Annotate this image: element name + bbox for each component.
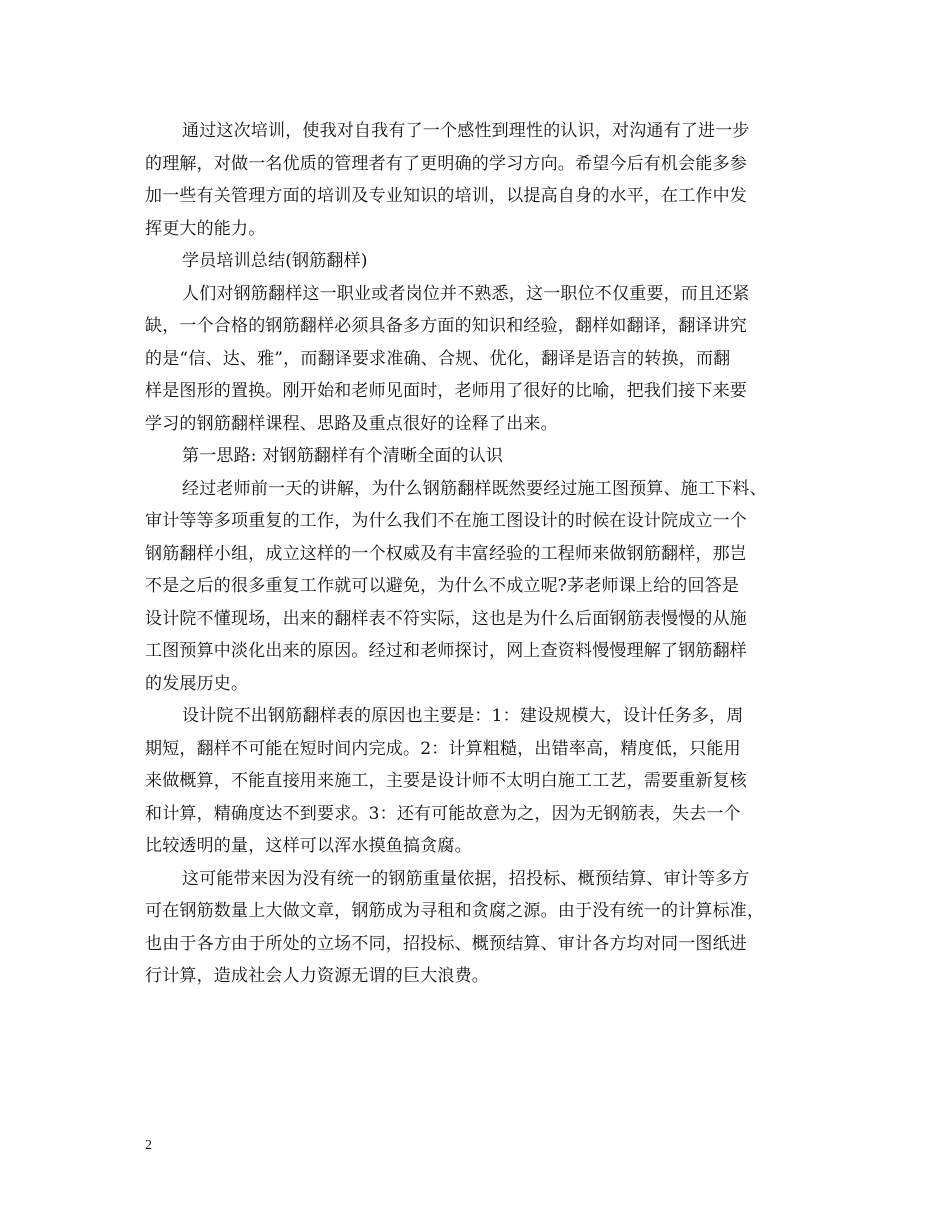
section-heading-first-approach: [145, 440, 817, 473]
text-line: 的是“信、达、雅”，而翻译要求准确、合规、优化，翻译是语言的转换，而翻: [145, 348, 731, 369]
paragraph-rebar-detailing-intro: [145, 278, 817, 441]
text-line: 审计等等多项重复的工作，为什么我们不在施工图设计的时候在设计院成立一个: [145, 511, 747, 531]
text-line: 人们对钢筋翻样这一职业或者岗位并不熟悉，这一职位不仅重要，而且还紧: [182, 283, 750, 304]
text-line: 行计算，造成社会人力资源无谓的巨大浪费。: [145, 966, 489, 986]
text-line: 经过老师前一天的讲解，为什么钢筋翻样既然要经过施工图预算、施工下料、: [182, 478, 767, 499]
section-heading-student-summary: [145, 245, 817, 278]
paragraph-lecture-discussion: [145, 473, 817, 701]
text-line: 不是之后的很多重复工作就可以避免，为什么不成立呢?茅老师课上给的回答是: [145, 576, 740, 596]
text-line: 第一思路: 对钢筋翻样有个清晰全面的认识: [182, 446, 504, 466]
document-body: [145, 115, 817, 993]
text-line: 缺，一个合格的钢筋翻样必须具备多方面的知识和经验，翻样如翻译，翻译讲究: [145, 316, 747, 336]
text-line: 学员培训总结(钢筋翻样): [182, 251, 368, 271]
text-line: 也由于各方由于所处的立场不同，招投标、概预结算、审计各方均对同一图纸进: [145, 933, 747, 954]
text-line: 可在钢筋数量上大做文章，钢筋成为寻租和贪腐之源。由于没有统一的计算标准，: [145, 901, 765, 921]
text-line: 比较透明的量，这样可以浑水摸鱼搞贪腐。: [145, 836, 472, 856]
paragraph-design-institute-reasons: [145, 700, 817, 863]
text-line: 的发展历史。: [145, 673, 249, 694]
page-number: 2: [145, 1138, 152, 1153]
text-line: 和计算，精确度达不到要求。3：还有可能故意为之，因为无钢筋表，失去一个: [145, 803, 741, 824]
text-line: 的理解，对做一名优质的管理者有了更明确的学习方向。希望今后有机会能多参: [145, 153, 747, 174]
paragraph-training-reflection: [145, 115, 817, 245]
text-line: 加一些有关管理方面的培训及专业知识的培训，以提高自身的水平，在工作中发: [145, 186, 747, 206]
text-line: 挥更大的能力。: [145, 218, 266, 239]
text-line: 来做概算，不能直接用来施工，主要是设计师不太明白施工工艺，需要重新复核: [145, 771, 747, 791]
text-line: 工图预算中淡化出来的原因。经过和老师探讨，网上查资料慢慢理解了钢筋翻样: [145, 641, 747, 661]
text-line: 通过这次培训，使我对自我有了一个感性到理性的认识，对沟通有了进一步: [182, 121, 750, 141]
text-line: 设计院不懂现场，出来的翻样表不符实际，这也是为什么后面钢筋表慢慢的从施: [145, 608, 747, 629]
text-line: 钢筋翻样小组，成立这样的一个权威及有丰富经验的工程师来做钢筋翻样，那岂: [145, 543, 747, 564]
text-line: 学习的钢筋翻样课程、思路及重点很好的诠释了出来。: [145, 413, 558, 434]
paragraph-consequences: [145, 863, 817, 993]
text-line: 样是图形的置换。刚开始和老师见面时，老师用了很好的比喻，把我们接下来要: [145, 381, 747, 401]
text-line: 这可能带来因为没有统一的钢筋重量依据，招投标、概预结算、审计等多方: [182, 868, 750, 889]
text-line: 设计院不出钢筋翻样表的原因也主要是：1：建设规模大，设计任务多，周: [182, 706, 744, 726]
text-line: 期短，翻样不可能在短时间内完成。2：计算粗糙，出错率高，精度低，只能用: [145, 738, 741, 759]
